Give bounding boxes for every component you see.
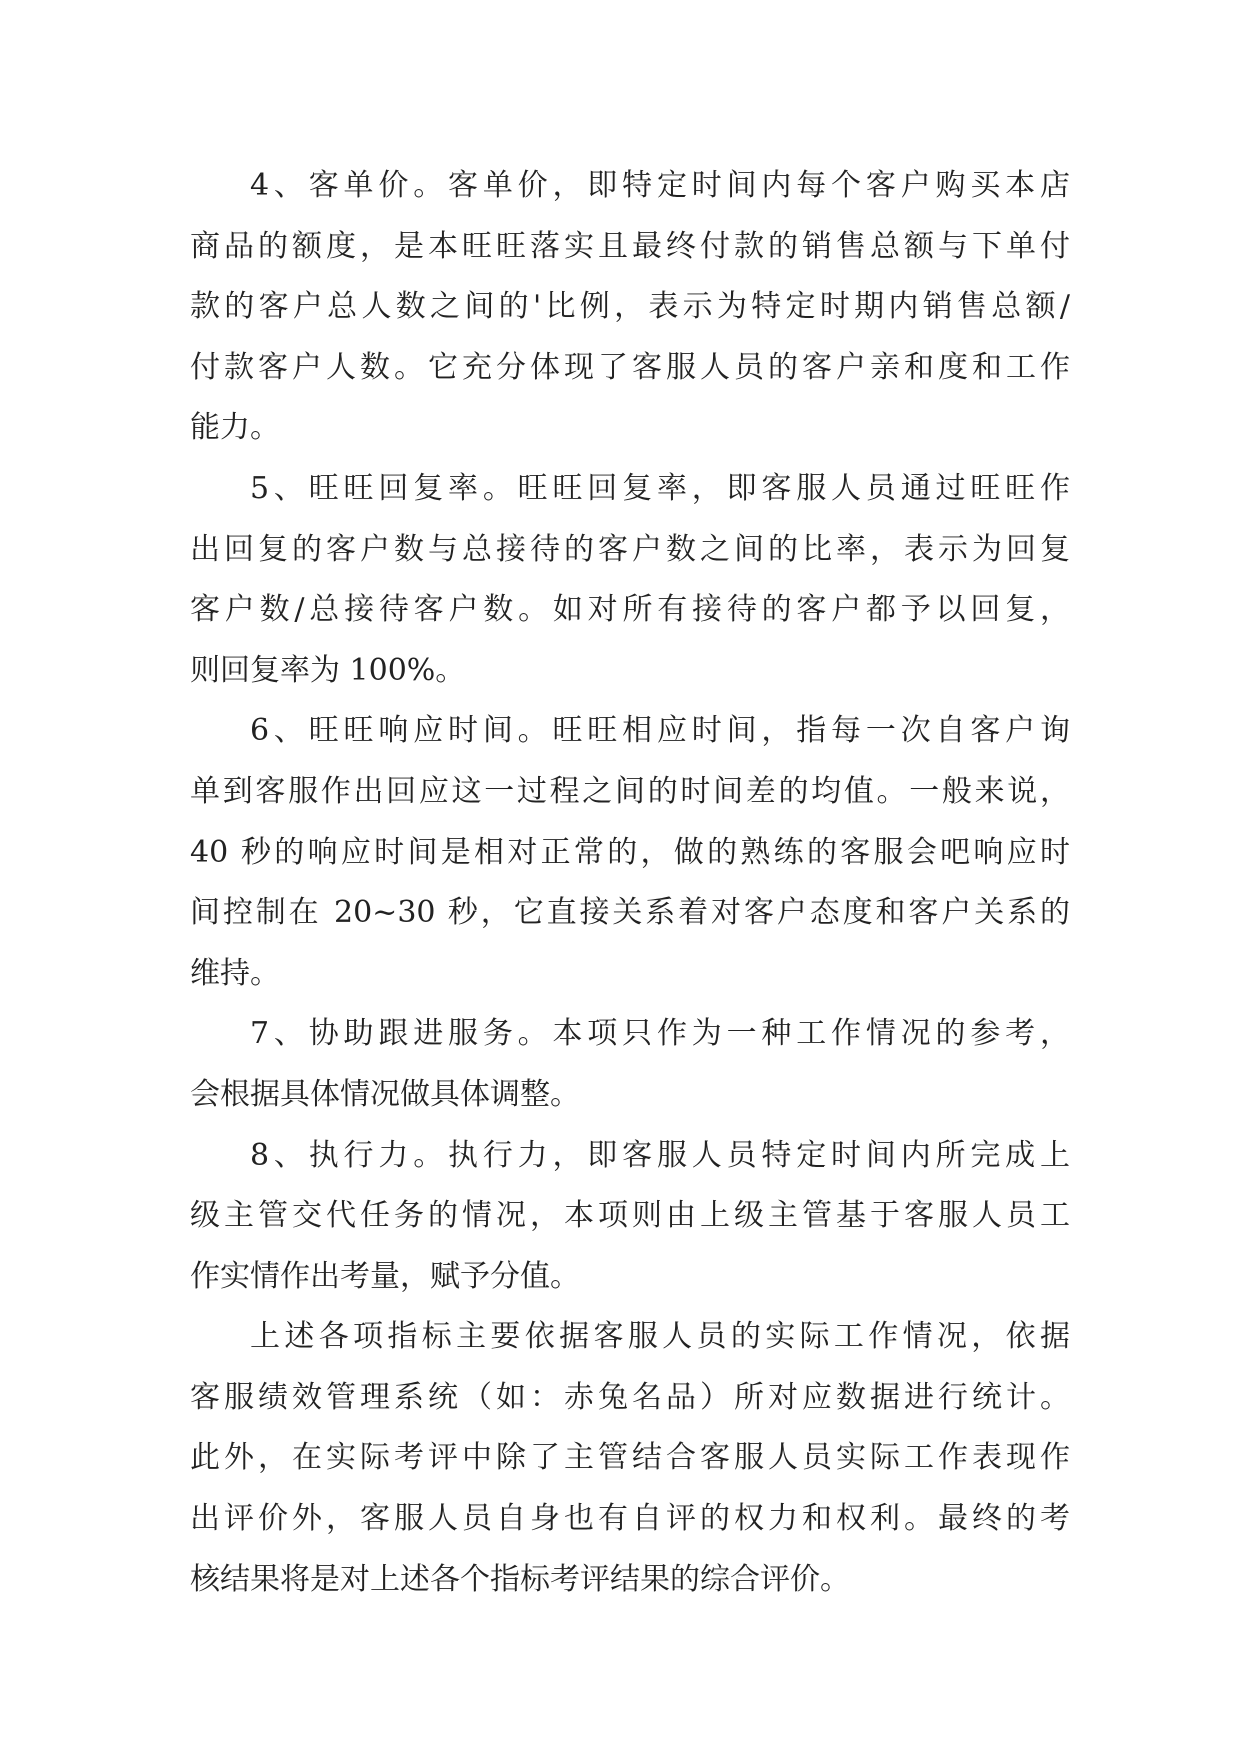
paragraph-line: 能力。 (190, 410, 280, 446)
paragraph-line: 付款客户人数。它充分体现了客服人员的客户亲和度和工作 (190, 349, 1070, 385)
paragraph-line: 级主管交代任务的情况，本项则由上级主管基于客服人员工 (190, 1198, 1070, 1234)
paragraph-line: 客服绩效管理系统（如：赤兔名品）所对应数据进行统计。 (190, 1379, 1070, 1415)
paragraph-line: 8、执行力。执行力，即客服人员特定时间内所完成上 (250, 1137, 1070, 1173)
paragraph-line: 商品的额度，是本旺旺落实且最终付款的销售总额与下单付 (190, 228, 1070, 264)
paragraph-line: 核结果将是对上述各个指标考评结果的综合评价。 (190, 1561, 850, 1597)
paragraph-line: 6、旺旺响应时间。旺旺相应时间，指每一次自客户询 (250, 713, 1070, 749)
paragraph-line: 会根据具体情况做具体调整。 (190, 1076, 580, 1112)
paragraph-line: 5、旺旺回复率。旺旺回复率，即客服人员通过旺旺作 (250, 470, 1070, 506)
paragraph-line: 单到客服作出回应这一过程之间的时间差的均值。一般来说， (190, 773, 1070, 809)
paragraph-line: 40 秒的响应时间是相对正常的，做的熟练的客服会吧响应时 (190, 834, 1070, 870)
paragraph-line: 4、客单价。客单价，即特定时间内每个客户购买本店 (250, 168, 1070, 203)
body-text (190, 156, 1070, 1610)
paragraph-line: 出回复的客户数与总接待的客户数之间的比率，表示为回复 (190, 531, 1070, 567)
paragraph-line: 则回复率为 100%。 (190, 652, 466, 688)
paragraph-line: 维持。 (190, 955, 280, 991)
paragraph-line: 7、协助跟进服务。本项只作为一种工作情况的参考， (250, 1016, 1070, 1052)
paragraph-line: 作实情作出考量，赋予分值。 (190, 1258, 580, 1294)
paragraph-line: 上述各项指标主要依据客服人员的实际工作情况，依据 (250, 1319, 1070, 1355)
paragraph-line: 间控制在 20~30 秒，它直接关系着对客户态度和客户关系的 (190, 895, 1070, 931)
paragraph-line: 此外，在实际考评中除了主管结合客服人员实际工作表现作 (190, 1440, 1070, 1476)
paragraph-line: 客户数/总接待客户数。如对所有接待的客户都予以回复， (190, 592, 1070, 628)
paragraph-line: 出评价外，客服人员自身也有自评的权力和权利。最终的考 (190, 1501, 1070, 1537)
paragraph-line: 款的客户总人数之间的'比例，表示为特定时期内销售总额/ (190, 289, 1070, 325)
